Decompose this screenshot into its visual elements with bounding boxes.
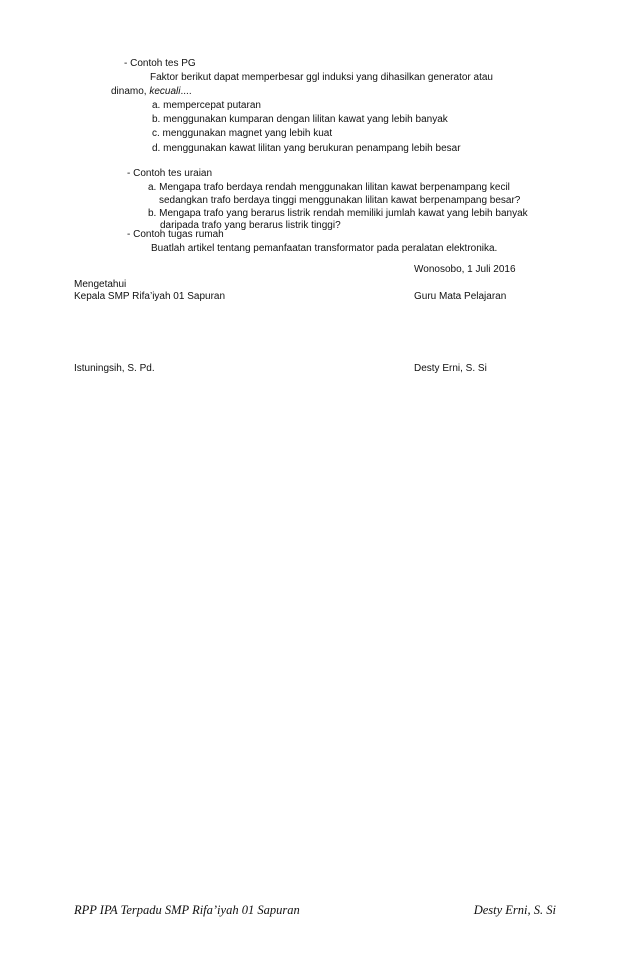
pg-question-prefix: dinamo, bbox=[111, 86, 147, 97]
pg-question-suffix: .... bbox=[180, 86, 192, 97]
uraian-heading: - Contoh tes uraian bbox=[127, 168, 213, 179]
pg-question-line2 bbox=[111, 86, 192, 98]
footer-right: Desty Erni, S. Si bbox=[473, 903, 556, 917]
uraian-question-b-line2: daripada trafo yang berarus listrik tinggi? bbox=[160, 220, 341, 231]
pg-heading: - Contoh tes PG bbox=[124, 58, 196, 69]
tugas-heading: - Contoh tugas rumah bbox=[127, 229, 224, 240]
pg-option-c: c. menggunakan magnet yang lebih kuat bbox=[152, 128, 333, 139]
teacher-name: Desty Erni, S. Si bbox=[414, 363, 487, 374]
headmaster-title: Kepala SMP Rifa’iyah 01 Sapuran bbox=[74, 291, 226, 302]
mengetahui-label: Mengetahui bbox=[74, 279, 127, 290]
pg-option-a: a. mempercepat putaran bbox=[152, 100, 261, 111]
uraian-question-a-line2: sedangkan trafo berdaya tinggi menggunakan lilitan kawat berpenampang besar? bbox=[159, 195, 521, 206]
teacher-title: Guru Mata Pelajaran bbox=[414, 291, 507, 302]
place-date: Wonosobo, 1 Juli 2016 bbox=[414, 264, 516, 275]
pg-option-b: b. menggunakan kumparan dengan lilitan kawat yang lebih banyak bbox=[152, 114, 448, 125]
tugas-text: Buatlah artikel tentang pemanfaatan transformator pada peralatan elektronika. bbox=[151, 243, 498, 254]
uraian-question-b-line1: b. Mengapa trafo yang berarus listrik rendah memiliki jumlah kawat yang lebih banyak bbox=[148, 208, 528, 219]
pg-option-d: d. menggunakan kawat lilitan yang berukuran penampang lebih besar bbox=[152, 143, 461, 154]
uraian-question-a-line1: a. Mengapa trafo berdaya rendah menggunakan lilitan kawat berpenampang kecil bbox=[148, 182, 510, 193]
headmaster-name: Istuningsih, S. Pd. bbox=[74, 363, 155, 374]
pg-question-emphasis: kecuali bbox=[149, 86, 181, 97]
pg-question-line1: Faktor berikut dapat memperbesar ggl induksi yang dihasilkan generator atau bbox=[150, 72, 493, 83]
footer-left: RPP IPA Terpadu SMP Rifa’iyah 01 Sapuran bbox=[74, 903, 300, 917]
